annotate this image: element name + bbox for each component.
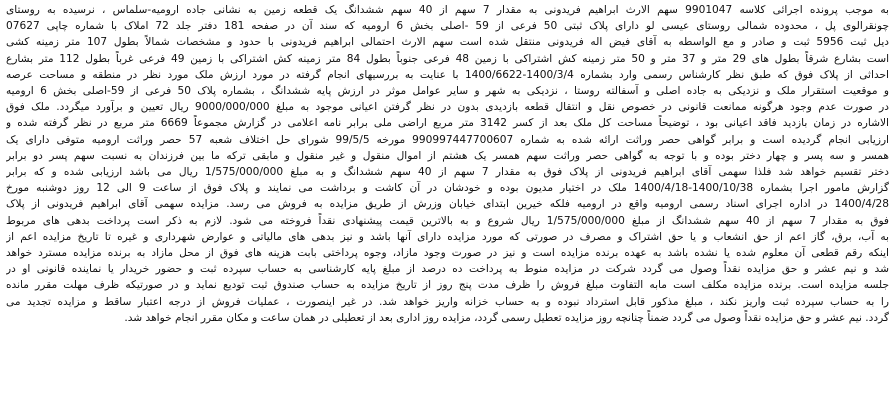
notice-line: و موقعیت استقرار ملک و نزدیکی به جاده اصلی و آسفالته روستا ، نزدیکی به شهر و سایر عوامل موثر در ارزش پایه ششدانگ ، بشماره پلاک 50 فرعی از 59-اصلی بخش 6 ارومیه [6, 85, 889, 98]
notice-line: است بشارع شرقاً بطول های 29 متر و 37 متر و 50 متر زمینه کش اشتراکی با زمین 48 فرعی جنوباً بطول 84 متر زمینه کش اشتراکی با زمین 49 فرعی غرباً بطول 112 متر بشارع [6, 52, 889, 65]
notice-line: جلسه مزایده است. برنده مزایده مکلف است مابه التفاوت مبلغ فروش را ظرف مدت پنج روز از تاریخ مزایده به حساب صندوق ثبت تودیع نماید و در صورتیکه ظرف مهلت مقرر مانده [6, 279, 889, 292]
notice-line: دختر تقسیم خواهد شد فلذا سهمی آقای ابراهیم فریدونی از پلاک فوق به مقدار 7 سهم از 40 سهم ششدانگ و به مبلغ 1/575/000/000 ریال می باشد ارزیابی شده و که برابر [6, 166, 889, 179]
notice-line: گزارش مامور اجرا بشماره 1400/10/38-1400/4/18 ملک در اختیار مدیون بوده و خودشان در آن کاشت و برداشت می نمایند و پلاک فوق از ساعت 9 الی 12 روز دوشنبه مورخ [6, 182, 889, 195]
notice-line: را به حساب سپرده ثبت واریز نکند ، مبلغ مذکور قابل استرداد نبوده و به حساب خزانه واریز خواهد شد. در غیر اینصورت ، عملیات فروش از درجه اعتبار ساقط و مزایده تجدید می [6, 295, 889, 308]
notice-line: شد و نیم عشر و حق مزایده نقداً وصول می گردد شرکت در مزایده منوط به پرداخت ده درصد از مبلغ پایه کارشناسی به حساب سپرده ثبت و حضور خریدار یا نماینده قانونی او در [6, 263, 889, 276]
notice-line: ارزیابی انجام گردیده است و برابر گواهی حصر وراثت ارائه شده به شماره 990997447700607 مورخه 99/5/5 شورای حل اختلاف شعبه 57 حصر وراثت ارومیه متوفی دارای یک [6, 133, 889, 146]
notice-line: فوق به مقدار 7 سهم از 40 سهم ششدانگ از مبلغ 1/575/000/000 ریال شروع و به بالاترین قیمت پیشنهادی نقداً فروخته می شود. لازم به ذکر است پرداخت بدهی های مربوط [6, 214, 889, 227]
notice-line: گردد. نیم عشر و حق مزایده نقداً وصول می گردد ضمناً چنانچه روز مزایده تعطیل رسمی گردد، مزایده روز اداری بعد از تعطیلی در همان ساعت و مکان مقرر انجام خواهد شد. [124, 311, 889, 324]
notice-line: به آب، برق، گاز اعم از حق انشعاب و یا حق اشتراک و مصرف در صورتی که مورد مزایده دارای آنها باشد و نیز بدهی های مالیاتی و عوارض شهرداری و غیره تا تاریخ مزایده اعم از [6, 230, 889, 243]
notice-line: چونقرالوی پل ، محدوده شمالی روستای عیسی لو دارای پلاک ثبتی 50 فرعی از 59 -اصلی بخش 6 ارومیه که سند آن در صفحه 181 دفتر جلد 72 املاک با شماره چاپی 07627 [6, 20, 889, 33]
notice-line: احداثی از پلاک فوق که طبق نظر کارشناس رسمی وارد بشماره 1400/3/4-1400/6622 با عنایت به بررسیهای انجام گرفته در مورد ارزش ملک مورد نظر در منطقه و مساحت عرصه [6, 68, 889, 81]
notice-line: در صورت عدم وجود هرگونه ممانعت قانونی در خصوص نقل و انتقال قطعه بازدیدی بدون در نظر گرفتن اعیانی موجود به مبلغ 9000/000/000 ریال تعیین و برآورد میگردد. ملک فوق [6, 101, 889, 114]
notice-line: دیل ثبت 5956 ثبت و صادر و مع الواسطه به آقای فیض اله فریدونی منتقل شده است سهم الارث احتمالی ابراهیم فریدونی با حدود و مشخصات شمالاً بطول 107 متر زمینه کشی [6, 36, 889, 49]
notice-line: 1400/4/28 در اداره اجرای اسناد رسمی ارومیه واقع در ارومیه فلکه خیرین ابتدای خیابان وزرش از طریق مزایده به فروش می رسد. مزایده سهمی آقای ابراهیم فریدونی از پلاک [6, 198, 889, 211]
notice-line: همسر و سه پسر و چهار دختر بوده و با توجه به گواهی حصر وراثت سهم همسر یک هشتم از اموال منقول و غیر منقول و مابقی ترکه ما بین فرزندان به نسبت سهم پسر دو برابر [6, 149, 889, 162]
notice-line: الاشاره در زمان بازدید فاقد اعیانی بود ، توضیحاً مساحت کل ملک بعد از کسر 3142 متر مربع اراضی ملی برابر نامه اعلامی در گزارش مجموعاً 6669 متر مربع در نظر گرفته شده و [6, 117, 889, 130]
notice-line: اینکه رقم قطعی آن معلوم شده یا نشده باشد به عهده برنده مزایده است و نیز در صورت وجود مازاد، وجوه پرداختی بابت هزینه های فوق از محل مازاد به برنده مزایده مسترد خواهد [6, 247, 889, 260]
notice-line: به موجب پرونده اجرائی کلاسه 9901047 سهم الارث ابراهیم فریدونی به مقدار 7 سهم از 40 سهم ششدانگ یک قطعه زمین به نشانی جاده ارومیه-سلماس ، نرسیده به روستای [6, 4, 889, 16]
